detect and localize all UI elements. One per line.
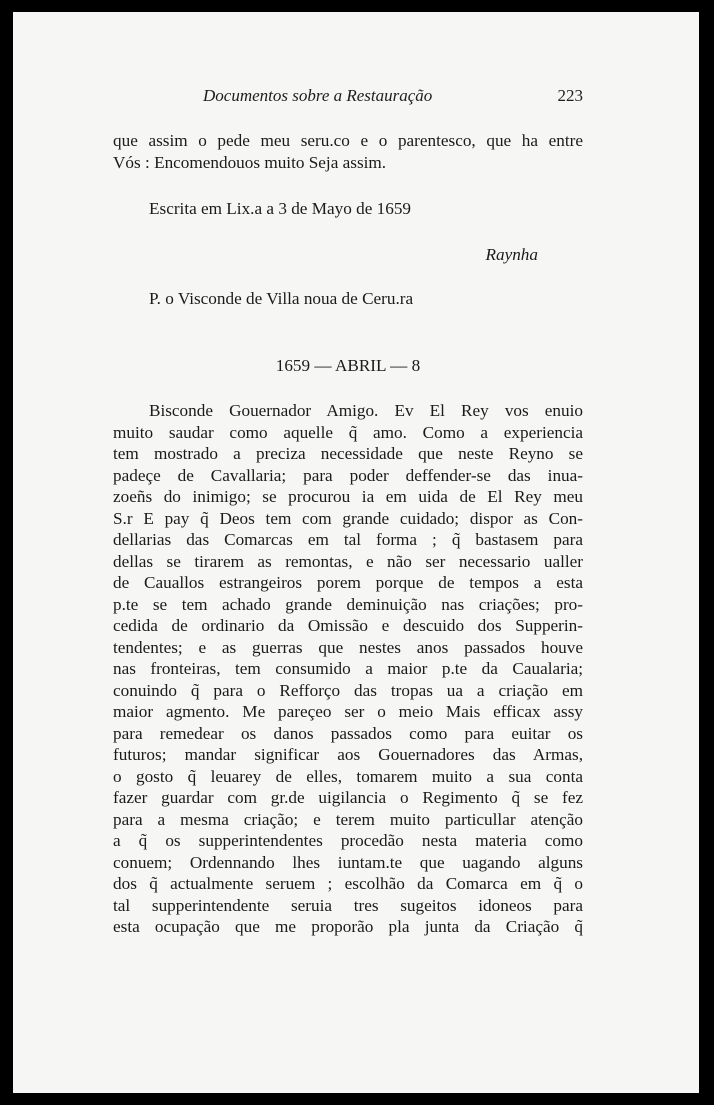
body-line: padeçe de Cavallaria; para poder deffender-se das inua- <box>113 465 583 485</box>
body-line: maior agmento. Me pareçeo ser o meio Mais efficax assy <box>113 702 583 721</box>
body-line: S.r E pay q̃ Deos tem com grande cuidado; dispor as Con- <box>113 508 583 528</box>
body-line: zoeñs do inimigo; se procurou ia em uida de El Rey meu <box>113 487 583 506</box>
letter-line-2: Vós : Encomendouos muito Seja assim. <box>113 153 387 172</box>
signature: Raynha <box>485 245 538 264</box>
header-title: Documentos sobre a Restauração <box>203 86 433 105</box>
body-line: tal supperintendente seruia tres sugeitos idoneos para <box>113 895 583 915</box>
body-line: dellas se tirarem as remontas, e não ser necessario ualler <box>113 551 583 571</box>
body-line: o gosto q̃ leuarey de elles, tomarem muito a sua conta <box>113 766 583 786</box>
letter-date: Escrita em Lix.a a 3 de Mayo de 1659 <box>149 199 412 218</box>
body-line: esta ocupação que me proporão pla junta da Criação q̃ <box>113 917 583 936</box>
running-header <box>203 86 583 106</box>
document-page <box>13 12 699 1093</box>
body-line: cedida de ordinario da Omissão e descuido dos Supperin- <box>113 616 583 635</box>
section-date-heading: 1659 — ABRIL — 8 <box>275 356 421 375</box>
body-line: Bisconde Gouernador Amigo. Ev El Rey vos enuio <box>149 401 583 420</box>
body-line: tendentes; e as guerras que nestes anos passados houve <box>113 637 583 657</box>
body-line: dos q̃ actualmente seruem ; escolhão da Comarca em q̃ o <box>113 874 583 893</box>
body-line: a q̃ os supperintendentes procedão nesta materia como <box>113 831 583 850</box>
body-line: nas fronteiras, tem consumido a maior p.te da Caualaria; <box>113 659 583 678</box>
page-number: 223 <box>557 86 583 105</box>
body-line: conuem; Ordennando lhes iuntam.te que uagando alguns <box>113 852 583 872</box>
body-line: dellarias das Comarcas em tal forma ; q̃ bastasem para <box>113 530 583 549</box>
body-line: futuros; mandar significar aos Gouernadores das Armas, <box>113 745 583 764</box>
addressee: P. o Visconde de Villa noua de Ceru.ra <box>149 289 414 308</box>
body-line: de Cauallos estrangeiros porem porque de tempos a esta <box>113 573 583 592</box>
body-line: para remedear os danos passados como para euitar os <box>113 723 583 743</box>
body-line: muito saudar como aquelle q̃ amo. Como a experiencia <box>113 422 583 442</box>
body-line: tem mostrado a preciza necessidade que neste Reyno se <box>113 444 583 463</box>
body-line: fazer guardar com gr.de uigilancia o Regimento q̃ se fez <box>113 788 583 807</box>
body-line: p.te se tem achado grande deminuição nas criações; pro- <box>113 594 583 614</box>
letter-line-1: que assim o pede meu seru.co e o parentesco, que ha entre <box>113 131 583 150</box>
body-line: para a mesma criação; e terem muito particullar atenção <box>113 809 583 829</box>
body-line: conuindo q̃ para o Refforço das tropas ua a criação em <box>113 680 583 700</box>
